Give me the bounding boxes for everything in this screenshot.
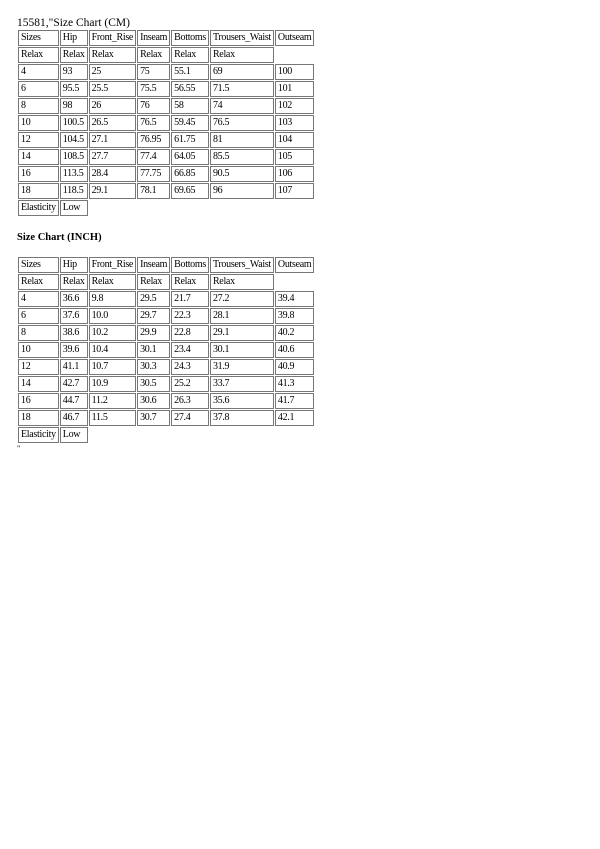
table-cell: 28.1 [210,308,274,324]
table-row [18,393,314,409]
table-cell: 69 [210,64,274,80]
table-cell: Relax [210,274,274,290]
table-cell: 31.9 [210,359,274,375]
table-cell: 39.4 [275,291,314,307]
table-cell: 104.5 [60,132,88,148]
table-cell: Relax [89,274,136,290]
table-cell: 30.1 [210,342,274,358]
table-row [18,115,314,131]
table-cell: 76.5 [210,115,274,131]
table-cell: Elasticity [18,200,59,216]
table-cell: 71.5 [210,81,274,97]
table-cell [275,47,314,63]
table-row [18,166,314,182]
table-cell: 10 [18,342,59,358]
table-cell: 59.45 [171,115,209,131]
table-cell: 29.1 [210,325,274,341]
table-cell: 69.65 [171,183,209,199]
table-cell: 30.1 [137,342,170,358]
size-chart-cm-table [17,29,315,217]
table-cell: Relax [18,47,59,63]
table-row [18,342,314,358]
table-cell: 100 [275,64,314,80]
table-cell: 10.0 [89,308,136,324]
table-cell: 27.7 [89,149,136,165]
table-cell: 64.05 [171,149,209,165]
table-row [18,149,314,165]
table-cell: 16 [18,393,59,409]
table-cell: Sizes [18,30,59,46]
table-cell: 26.5 [89,115,136,131]
table-elasticity-row [18,200,314,216]
table-cell: Inseam [137,257,170,273]
table-cell: 75 [137,64,170,80]
table-cell: 55.1 [171,64,209,80]
table-cell: 81 [210,132,274,148]
table-cell: 95.5 [60,81,88,97]
table-cell: 98 [60,98,88,114]
table-cell: 29.7 [137,308,170,324]
table-cell: Front_Rise [89,257,136,273]
size-chart-inch-table [17,256,315,444]
table-cell: 105 [275,149,314,165]
table-cell: 30.7 [137,410,170,426]
table-cell: 36.6 [60,291,88,307]
table-cell: 8 [18,98,59,114]
table-cell: Outseam [275,30,314,46]
table-cell: 28.4 [89,166,136,182]
table-cell: 38.6 [60,325,88,341]
table-cell: 90.5 [210,166,274,182]
table-cell: 11.5 [89,410,136,426]
table-cell: 85.5 [210,149,274,165]
table-cell: 10.9 [89,376,136,392]
table-cell: 108.5 [60,149,88,165]
table-cell: 6 [18,81,59,97]
table-cell: 37.6 [60,308,88,324]
table-cell: Front_Rise [89,30,136,46]
table-fit-row [18,274,314,290]
table-row [18,410,314,426]
table-row [18,291,314,307]
table-cell: Relax [18,274,59,290]
table-cell: Elasticity [18,427,59,443]
table-cell: 11.2 [89,393,136,409]
table-cell: 41.3 [275,376,314,392]
table-cell: 16 [18,166,59,182]
table-cell: 10 [18,115,59,131]
table-cell: 42.1 [275,410,314,426]
table-cell: 66.85 [171,166,209,182]
table-cell: Relax [210,47,274,63]
table-elasticity-row [18,427,314,443]
table-cell: 100.5 [60,115,88,131]
table-cell: 4 [18,64,59,80]
table-row [18,359,314,375]
table-cell: 10.4 [89,342,136,358]
document-page [17,17,315,453]
table-cell: 26 [89,98,136,114]
table-cell: 24.3 [171,359,209,375]
table-cell: Low [60,200,88,216]
table-cell: 76.95 [137,132,170,148]
table-cell: 77.4 [137,149,170,165]
table-cell: Bottoms [171,257,209,273]
table-cell: Low [60,427,88,443]
table-cell: Relax [171,47,209,63]
table-cell: 29.9 [137,325,170,341]
table-cell: 106 [275,166,314,182]
table-row [18,81,314,97]
table-cell: 4 [18,291,59,307]
table-cell: 40.9 [275,359,314,375]
table-cell: 42.7 [60,376,88,392]
table-fit-row [18,47,314,63]
table-row [18,98,314,114]
table-cell: 102 [275,98,314,114]
table-cell: 39.8 [275,308,314,324]
table-cell [275,274,314,290]
table-cell: 56.55 [171,81,209,97]
table-cell: 9.8 [89,291,136,307]
table-cell: 40.2 [275,325,314,341]
table-cell: 18 [18,410,59,426]
table-cell: 76.5 [137,115,170,131]
table-row [18,64,314,80]
table-cell: 22.3 [171,308,209,324]
table-cell: 8 [18,325,59,341]
table-row [18,376,314,392]
table-cell: 77.75 [137,166,170,182]
table-header-row [18,30,314,46]
table-cell: 12 [18,132,59,148]
table-cell: 10.2 [89,325,136,341]
table-cell: Sizes [18,257,59,273]
table-cell: Relax [60,274,88,290]
table-cell: Hip [60,257,88,273]
table-cell: 61.75 [171,132,209,148]
table-row [18,132,314,148]
table-cell: 21.7 [171,291,209,307]
table-cell: Relax [171,274,209,290]
cm-chart-title: 15581,"Size Chart (CM) [17,17,130,29]
table-cell: 76 [137,98,170,114]
table-cell: 103 [275,115,314,131]
table-cell: 10.7 [89,359,136,375]
table-header-row [18,257,314,273]
table-cell: 113.5 [60,166,88,182]
table-cell: 27.4 [171,410,209,426]
table-cell: Relax [60,47,88,63]
table-row [18,308,314,324]
table-cell: Relax [137,274,170,290]
table-cell: Hip [60,30,88,46]
table-row [18,183,314,199]
table-cell: 44.7 [60,393,88,409]
table-cell: Inseam [137,30,170,46]
table-cell: 29.1 [89,183,136,199]
inch-chart-title: Size Chart (INCH) [17,232,102,243]
table-cell: 27.1 [89,132,136,148]
table-cell: 41.1 [60,359,88,375]
table-cell: 101 [275,81,314,97]
table-cell: 37.8 [210,410,274,426]
table-cell: 40.6 [275,342,314,358]
table-cell: 104 [275,132,314,148]
table-cell: 39.6 [60,342,88,358]
table-cell: 96 [210,183,274,199]
table-cell: Bottoms [171,30,209,46]
table-cell: 18 [18,183,59,199]
table-cell: 46.7 [60,410,88,426]
table-cell: 30.5 [137,376,170,392]
table-cell: Trousers_Waist [210,30,274,46]
table-cell: Trousers_Waist [210,257,274,273]
table-cell: 118.5 [60,183,88,199]
table-cell: 107 [275,183,314,199]
table-cell: 14 [18,149,59,165]
table-cell: 41.7 [275,393,314,409]
table-row [18,325,314,341]
table-cell: 26.3 [171,393,209,409]
table-cell: 93 [60,64,88,80]
table-cell: 35.6 [210,393,274,409]
table-cell: Relax [89,47,136,63]
table-cell: 78.1 [137,183,170,199]
table-cell: 6 [18,308,59,324]
table-cell: 12 [18,359,59,375]
table-cell: 58 [171,98,209,114]
table-cell: Relax [137,47,170,63]
table-cell: 23.4 [171,342,209,358]
table-cell: 25.5 [89,81,136,97]
table-cell: 33.7 [210,376,274,392]
table-cell: Outseam [275,257,314,273]
trailing-quote: " [17,444,21,453]
table-cell: 74 [210,98,274,114]
table-cell: 22.8 [171,325,209,341]
table-cell: 75.5 [137,81,170,97]
table-cell: 29.5 [137,291,170,307]
table-cell: 27.2 [210,291,274,307]
table-cell: 14 [18,376,59,392]
table-cell: 30.3 [137,359,170,375]
table-cell: 30.6 [137,393,170,409]
table-cell: 25 [89,64,136,80]
table-cell: 25.2 [171,376,209,392]
